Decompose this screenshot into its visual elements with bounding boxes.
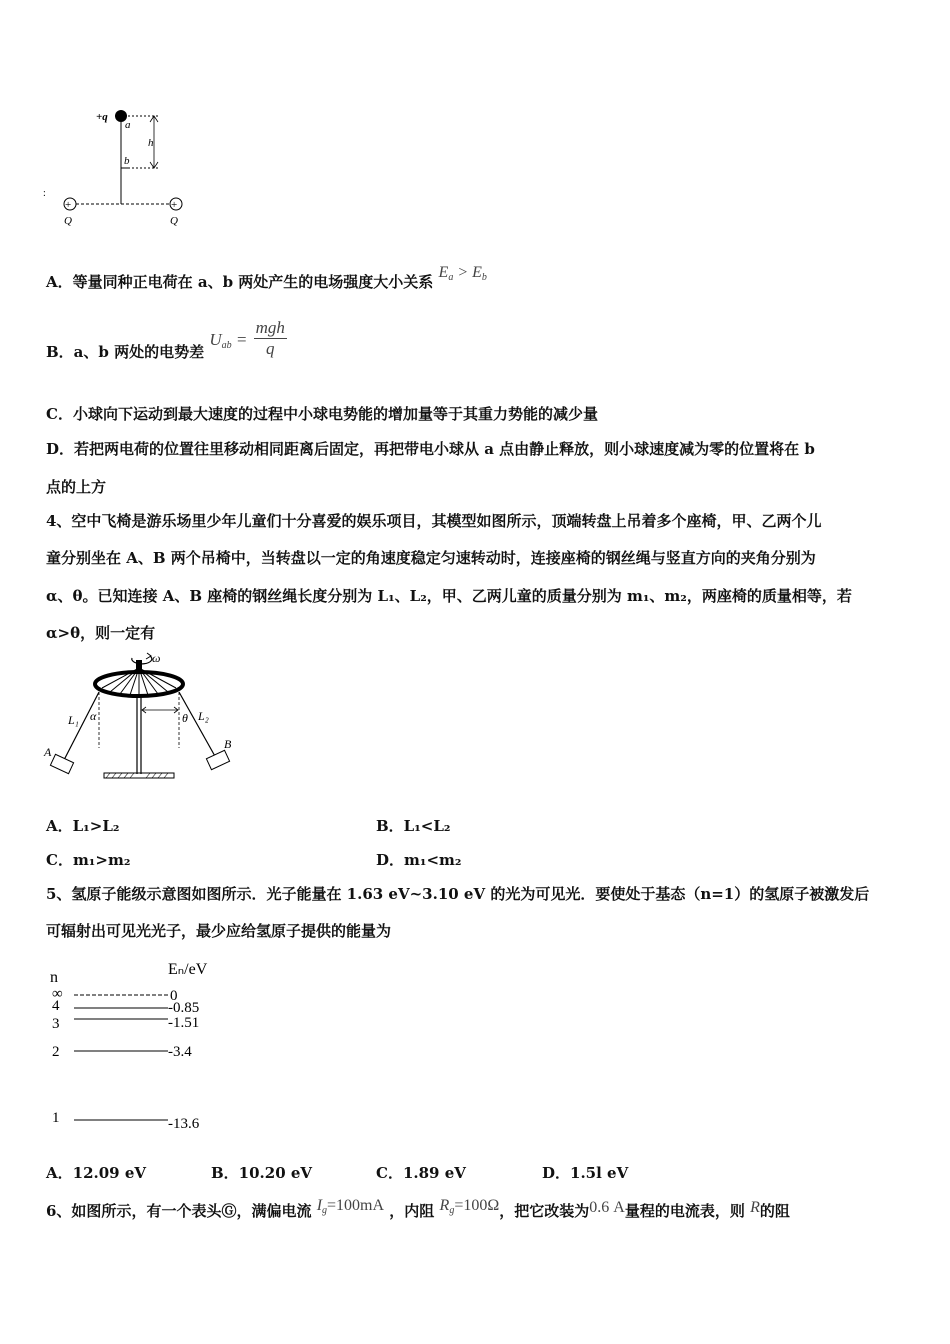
q6-line-1: 6、如图所示，有一个表头Ⓖ，满偏电流 $I_g=100mA$ ，内阻 $R_g=100\Omega$，把它改装为0.6 A量程的电流表，则 R的阻 (46, 1197, 790, 1220)
q3-option-d-line2: 点的上方 (46, 478, 107, 496)
q4-line-1: 4、空中飞椅是游乐场里少年儿童们十分喜爱的娱乐项目，其模型如图所示，顶端转盘上吊着多个座椅，甲、乙两个儿 (46, 512, 822, 530)
q5-option-a: A．12.09 eV (46, 1164, 147, 1182)
q3-option-b: B．a、b 两处的电势差 $U_{ab}$ = $\frac{\text{mgh}}{q}$ (46, 318, 285, 361)
fig1-charges-diagram (40, 100, 200, 230)
q3-option-d-line1: D．若把两电荷的位置往里移动相同距离后固定，再把带电小球从 a 点由静止释放，则小球速度减为零的位置将在 b (46, 440, 815, 458)
q3-option-a: A．等量同种正电荷在 a、b 两处产生的电场强度大小关系 $E_a > E_b$ (46, 264, 487, 291)
q5-line-2: 可辐射出可见光光子，最少应给氢原子提供的能量为 (46, 922, 392, 940)
flying-chair-diagram (40, 648, 250, 788)
label-theta: θ (182, 711, 188, 725)
label-L2: L₂ (198, 709, 209, 723)
level-2-n: 2 (52, 1044, 60, 1060)
q5-option-d: D．1.5l eV (542, 1164, 629, 1182)
q5-option-c: C．1.89 eV (376, 1164, 466, 1182)
q3-option-c: C．小球向下运动到最大速度的过程中小球电势能的增加量等于其重力势能的减少量 (46, 405, 598, 423)
level-1-e: -13.6 (168, 1116, 200, 1132)
q5-line-1: 5、氢原子能级示意图如图所示．光子能量在 1.63 eV~3.10 eV 的光为可见光．要使处于基态（n=1）的氢原子被激发后 (46, 885, 870, 903)
q4-option-b: B．L₁<L₂ (376, 817, 451, 835)
fig1-label-q1: Q (64, 215, 72, 227)
chair-a (50, 754, 73, 773)
svg-text::: : (43, 188, 46, 199)
label-alpha: α (90, 709, 97, 723)
svg-text:+: + (65, 199, 72, 211)
label-A: A (44, 745, 52, 759)
fig1-label-h: h (148, 137, 154, 149)
fig1-charge-label: +q (96, 111, 108, 123)
level-1-n: 1 (52, 1110, 60, 1126)
q5-option-b: B．10.20 eV (211, 1164, 313, 1182)
q4-option-c: C．m₁>m₂ (46, 851, 131, 869)
level-2-e: -3.4 (168, 1044, 192, 1060)
chair-b (206, 750, 229, 769)
level-4-n: 4 (52, 998, 60, 1014)
fig1-label-b: b (124, 155, 130, 167)
level-inf-e: 0 (170, 988, 178, 1004)
svg-text:+: + (171, 199, 178, 211)
level-3-e: -1.51 (168, 1015, 200, 1031)
level-4-e: -0.85 (168, 1000, 200, 1016)
q4-option-d: D．m₁<m₂ (376, 851, 462, 869)
q4-line-4: α>θ，则一定有 (46, 624, 156, 642)
energy-level-diagram (44, 956, 244, 1136)
omega-label: ω (152, 651, 161, 665)
label-L1: L₁ (68, 713, 79, 727)
q4-line-2: 童分别坐在 A、B 两个吊椅中，当转盘以一定的角速度稳定匀速转动时，连接座椅的钢丝绳与竖直方向的夹角分别为 (46, 549, 816, 567)
fig1-label-q2: Q (170, 215, 178, 227)
e-header: Eₙ/eV (168, 961, 208, 978)
level-inf-n: ∞ (52, 986, 63, 1002)
fig1-label-a: a (125, 119, 131, 131)
level-3-n: 3 (52, 1016, 60, 1032)
n-header: n (50, 969, 58, 986)
label-B: B (224, 737, 232, 751)
q4-line-3: α、θ。已知连接 A、B 座椅的钢丝绳长度分别为 L₁、L₂，甲、乙两儿童的质量分别为 m₁、m₂，两座椅的质量相等，若 (46, 587, 852, 605)
q4-option-a: A．L₁>L₂ (46, 817, 120, 835)
